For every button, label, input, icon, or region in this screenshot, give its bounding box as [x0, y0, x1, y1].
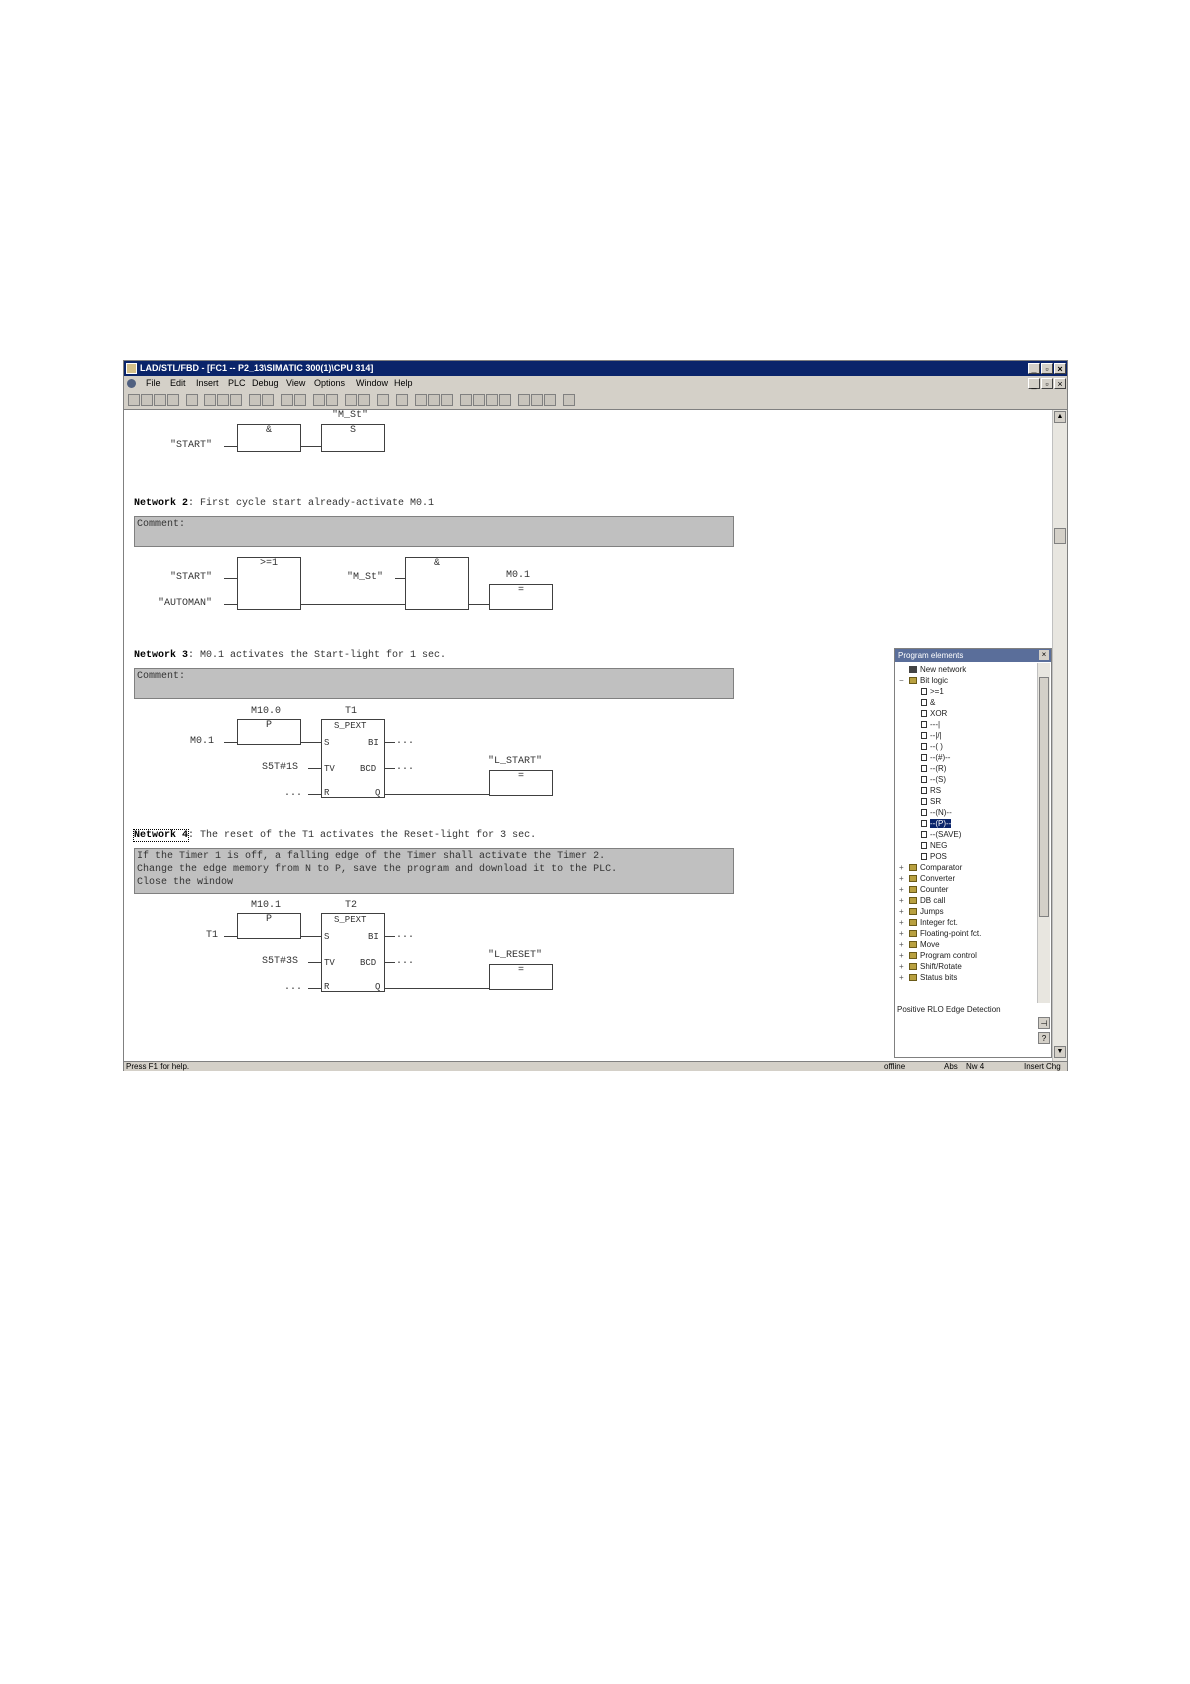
pin-r: R — [324, 788, 330, 798]
folder-icon — [909, 864, 917, 871]
wire — [301, 742, 321, 743]
assign-box[interactable]: = — [489, 964, 553, 990]
zoom-out-icon[interactable] — [358, 394, 370, 406]
net2-out-address: M0.1 — [506, 570, 531, 581]
tree-folder-bit-logic[interactable] — [899, 675, 949, 686]
element-icon — [921, 765, 927, 772]
help-icon[interactable] — [563, 394, 575, 406]
tree-item-bit-logic[interactable] — [921, 840, 947, 851]
menu-file[interactable]: File — [146, 378, 161, 388]
menu-view[interactable]: View — [286, 378, 306, 388]
wire — [308, 794, 321, 795]
wire — [224, 446, 237, 447]
net2-automan-label: "AUTOMAN" — [158, 598, 213, 609]
tree-item-bit-logic-label: --( ) — [930, 742, 943, 751]
tree-folder[interactable] — [899, 939, 940, 950]
net3-r-value: ... — [284, 788, 303, 799]
pin-tv: TV — [324, 764, 335, 774]
menu-debug[interactable]: Debug — [252, 378, 279, 388]
collapse-icon[interactable]: − — [899, 676, 904, 685]
pin-s: S — [324, 738, 330, 748]
pin-s: S — [324, 932, 330, 942]
tree-item-bit-logic-label: RS — [930, 786, 942, 795]
close-button[interactable]: × — [1054, 363, 1066, 374]
scroll-thumb[interactable] — [1054, 528, 1066, 544]
expand-icon[interactable]: + — [899, 885, 904, 894]
connector-icon[interactable] — [544, 394, 556, 406]
editor-scrollbar[interactable] — [1052, 410, 1067, 1061]
tree-folder[interactable] — [899, 961, 962, 972]
net1-mst-label: "M_St" — [332, 410, 369, 421]
tree-item-bit-logic-label: --(#)-- — [930, 753, 951, 762]
contact-no-icon[interactable] — [415, 394, 427, 406]
element-icon — [921, 820, 927, 827]
assign-box[interactable]: = — [489, 584, 553, 610]
tree-folder[interactable] — [899, 873, 956, 884]
plc-icon[interactable] — [294, 394, 306, 406]
net4-r-value: ... — [284, 982, 303, 993]
timer-box[interactable] — [321, 719, 385, 798]
tree-folder-label: Converter — [920, 874, 956, 883]
monitor-icon[interactable] — [281, 394, 293, 406]
expand-icon[interactable]: + — [899, 874, 904, 883]
wire — [301, 446, 321, 447]
wire — [385, 962, 395, 963]
pin-q: Q — [375, 788, 381, 798]
tree-folder-label: Integer fct. — [920, 918, 958, 927]
scroll-up-icon[interactable]: ▲ — [1054, 411, 1066, 423]
network-4-title[interactable]: Network 4: The reset of the T1 activates the Reset-light for 3 sec. — [134, 830, 537, 841]
toolbar — [124, 391, 1067, 410]
tree-item-bit-logic-label: --(P)-- — [930, 819, 952, 828]
document-icon[interactable] — [127, 379, 136, 388]
wire — [385, 936, 395, 937]
tree-folder-label: DB call — [920, 896, 946, 905]
folder-icon — [909, 974, 917, 981]
program-elements-panel — [894, 648, 1052, 1058]
expand-icon[interactable]: + — [899, 907, 904, 916]
net4-tv-value: S5T#3S — [262, 956, 299, 967]
folder-icon — [909, 677, 917, 684]
status-insert: Insert — [1024, 1062, 1045, 1071]
comment-line: Change the edge memory from N to P, save the program and download it to the PLC. — [137, 864, 618, 875]
wire — [224, 578, 237, 579]
network-2-comment[interactable]: Comment: — [134, 516, 734, 547]
net1-start-label: "START" — [170, 440, 213, 451]
print-icon[interactable] — [186, 394, 198, 406]
element-icon — [921, 809, 927, 816]
maximize-button[interactable]: ▫ — [1041, 363, 1053, 374]
element-icon — [921, 732, 927, 739]
expand-icon[interactable]: + — [899, 962, 904, 971]
tree-folder[interactable] — [899, 972, 958, 983]
tree-item-bit-logic-label: XOR — [930, 709, 948, 718]
wire — [301, 604, 405, 605]
tree-item-bit-logic-label: --(S) — [930, 775, 946, 784]
timer-type: S_PEXT — [334, 721, 367, 731]
new-icon[interactable] — [128, 394, 140, 406]
net3-edge-address: M10.0 — [251, 706, 282, 717]
binary-or-icon[interactable] — [531, 394, 543, 406]
status-chg: Chg — [1046, 1062, 1061, 1071]
program-elements-icon[interactable] — [396, 394, 408, 406]
folder-icon — [909, 886, 917, 893]
comment-line: Close the window — [137, 877, 234, 888]
contact-nc-icon[interactable] — [428, 394, 440, 406]
timer-type: S_PEXT — [334, 915, 367, 925]
element-tree[interactable] — [895, 663, 1037, 1003]
save-icon[interactable] — [167, 394, 179, 406]
element-icon — [921, 688, 927, 695]
status-abs: Abs — [944, 1062, 958, 1071]
pin-r: R — [324, 982, 330, 992]
set-box[interactable]: S — [321, 424, 385, 452]
folder-icon — [909, 930, 917, 937]
tree-folder[interactable] — [899, 884, 949, 895]
wire — [469, 604, 489, 605]
wire — [308, 962, 321, 963]
element-icon — [921, 710, 927, 717]
overview-icon[interactable] — [377, 394, 389, 406]
folder-icon — [909, 963, 917, 970]
tree-item-bit-logic[interactable] — [921, 697, 935, 708]
tree-item-bit-logic[interactable] — [921, 708, 947, 719]
tree-folder-label: Comparator — [920, 863, 963, 872]
menu-options[interactable]: Options — [314, 378, 346, 388]
wire — [308, 988, 321, 989]
jump-icon[interactable] — [499, 394, 511, 406]
panel-scrollbar[interactable] — [1037, 663, 1050, 1003]
binary-and-icon[interactable] — [518, 394, 530, 406]
tree-item-bit-logic[interactable] — [921, 686, 944, 697]
copy-icon[interactable] — [217, 394, 229, 406]
wire — [385, 768, 395, 769]
tree-item-bit-logic-label: >=1 — [930, 687, 944, 696]
wire — [301, 936, 321, 937]
tree-folder[interactable] — [899, 906, 944, 917]
tree-folder-label: Shift/Rotate — [920, 962, 962, 971]
network-2-title[interactable]: Network 2: First cycle start already-activate M0.1 — [134, 498, 435, 509]
tree-folder[interactable] — [899, 862, 963, 873]
tree-item-bit-logic-label: --(R) — [930, 764, 947, 773]
element-icon — [921, 798, 927, 805]
open-branch-icon[interactable] — [460, 394, 472, 406]
status-bar — [124, 1061, 1067, 1071]
menu-plc[interactable]: PLC — [228, 378, 246, 388]
edge-box[interactable]: P — [237, 913, 301, 939]
menu-help[interactable]: Help — [394, 378, 413, 388]
tree-item-bit-logic-label: --(SAVE) — [930, 830, 962, 839]
wire — [385, 988, 489, 989]
redo-icon[interactable] — [262, 394, 274, 406]
element-icon — [921, 776, 927, 783]
menu-insert[interactable]: Insert — [196, 378, 219, 388]
tree-item-bit-logic-label: NEG — [930, 841, 948, 850]
tree-item-bit-logic[interactable] — [921, 807, 952, 818]
element-icon — [921, 754, 927, 761]
wire — [395, 578, 405, 579]
and-box[interactable]: & — [405, 557, 469, 610]
tree-folder[interactable] — [899, 917, 958, 928]
tree-folder-label: Program control — [920, 951, 977, 960]
net4-edge-address: M10.1 — [251, 900, 282, 911]
net3-bcd-out: ... — [396, 762, 415, 773]
element-icon — [921, 853, 927, 860]
app-icon[interactable] — [126, 363, 137, 374]
coil-icon[interactable] — [441, 394, 453, 406]
folder-icon — [909, 952, 917, 959]
wire — [224, 604, 237, 605]
pin-tv: TV — [324, 958, 335, 968]
scroll-down-icon[interactable]: ▼ — [1054, 1046, 1066, 1058]
network-3-title[interactable]: Network 3: M0.1 activates the Start-light for 1 sec. — [134, 650, 447, 661]
paste-icon[interactable] — [230, 394, 242, 406]
minimize-button[interactable]: _ — [1028, 363, 1040, 374]
wire — [224, 742, 237, 743]
folder-icon — [909, 941, 917, 948]
open-icon[interactable] — [141, 394, 153, 406]
element-icon — [921, 721, 927, 728]
tree-item-bit-logic[interactable] — [921, 774, 946, 785]
pin-bi: BI — [368, 738, 379, 748]
menu-bar — [124, 376, 1067, 391]
expand-icon[interactable]: + — [899, 929, 904, 938]
help-icon[interactable]: ? — [1038, 1032, 1050, 1044]
tree-new-network[interactable] — [909, 664, 966, 675]
and-box[interactable]: & — [237, 424, 301, 452]
window-title: LAD/STL/FBD - [FC1 -- P2_13\SIMATIC 300(1)\CPU 314] — [140, 363, 374, 373]
status-mode: offline — [884, 1062, 906, 1071]
element-icon — [921, 699, 927, 706]
tree-item-bit-logic[interactable] — [921, 796, 941, 807]
menu-window[interactable]: Window — [356, 378, 389, 388]
expand-icon[interactable]: + — [899, 973, 904, 982]
element-icon — [921, 842, 927, 849]
close-branch-icon[interactable] — [473, 394, 485, 406]
pin-q: Q — [375, 982, 381, 992]
net2-start-label: "START" — [170, 572, 213, 583]
tree-folder[interactable] — [899, 928, 982, 939]
tree-folder-label: Counter — [920, 885, 949, 894]
panel-close-button[interactable]: × — [1039, 650, 1049, 660]
net4-s-input: T1 — [206, 930, 219, 941]
network-3-comment[interactable]: Comment: — [134, 668, 734, 699]
panel-status-text: Positive RLO Edge Detection — [897, 1005, 1001, 1014]
tree-item-bit-logic[interactable] — [921, 818, 951, 829]
assign-box[interactable]: = — [489, 770, 553, 796]
tree-item-bit-logic-label: SR — [930, 797, 942, 806]
tree-item-bit-logic-label: --(N)-- — [930, 808, 952, 817]
status-help: Press F1 for help. — [126, 1062, 190, 1071]
tree-item-bit-logic-label: --|/| — [930, 731, 942, 740]
tree-item-bit-logic[interactable] — [921, 741, 943, 752]
folder-icon — [909, 897, 917, 904]
expand-icon[interactable]: + — [899, 951, 904, 960]
status-network: Nw 4 — [966, 1062, 985, 1071]
folder-icon — [909, 908, 917, 915]
tree-folder[interactable] — [899, 895, 946, 906]
expand-icon[interactable]: + — [899, 940, 904, 949]
timer-box[interactable] — [321, 913, 385, 992]
or-box[interactable]: >=1 — [237, 557, 301, 610]
title-bar — [124, 361, 1067, 376]
tree-folder-label: Jumps — [920, 907, 944, 916]
tree-folder-label: Status bits — [920, 973, 958, 982]
tree-item-bit-logic[interactable] — [921, 752, 950, 763]
pin-bi: BI — [368, 932, 379, 942]
network-4-comment[interactable] — [134, 848, 734, 894]
wire — [308, 768, 321, 769]
panel-title-bar — [895, 649, 1051, 662]
download-icon[interactable] — [154, 394, 166, 406]
tree-folder-label: Floating-point fct. — [920, 929, 982, 938]
editor-area[interactable] — [124, 410, 1052, 1061]
tree-item-bit-logic[interactable] — [921, 719, 940, 730]
cut-icon[interactable] — [204, 394, 216, 406]
tree-item-bit-logic[interactable] — [921, 785, 941, 796]
net3-timer-name: T1 — [345, 706, 358, 717]
pin-bcd: BCD — [360, 958, 377, 968]
lad-editor-window — [123, 360, 1068, 1071]
wire — [224, 936, 237, 937]
net4-coil-label: "L_RESET" — [488, 950, 543, 961]
tree-folder[interactable] — [899, 950, 977, 961]
element-icon — [921, 831, 927, 838]
wire — [385, 742, 395, 743]
expand-icon[interactable]: + — [899, 863, 904, 872]
element-icon — [921, 787, 927, 794]
doc-restore-button[interactable]: ▫ — [1041, 378, 1053, 389]
net3-tv-value: S5T#1S — [262, 762, 299, 773]
net3-bi-out: ... — [396, 736, 415, 747]
wire — [385, 794, 489, 795]
zoom-in-icon[interactable] — [345, 394, 357, 406]
doc-minimize-button[interactable]: _ — [1028, 378, 1040, 389]
tree-item-bit-logic[interactable] — [921, 730, 942, 741]
tree-item-bit-logic-label: ---| — [930, 720, 941, 729]
net4-bi-out: ... — [396, 930, 415, 941]
comment-line: If the Timer 1 is off, a falling edge of the Timer shall activate the Timer 2. — [137, 851, 606, 862]
new-network-icon — [909, 666, 917, 673]
branch-icon[interactable] — [326, 394, 338, 406]
net4-timer-name: T2 — [345, 900, 358, 911]
tree-item-bit-logic-label: & — [930, 698, 936, 707]
net2-mst-label: "M_St" — [347, 572, 384, 583]
tree-item-bit-logic[interactable] — [921, 851, 947, 862]
panel-scroll-thumb[interactable] — [1039, 677, 1049, 917]
box-icon[interactable] — [486, 394, 498, 406]
expand-icon[interactable]: + — [899, 896, 904, 905]
folder-icon — [909, 919, 917, 926]
tree-item-bit-logic-label: POS — [930, 852, 947, 861]
undo-icon[interactable] — [249, 394, 261, 406]
doc-close-button[interactable]: × — [1054, 378, 1066, 389]
folder-icon — [909, 875, 917, 882]
pin-bcd: BCD — [360, 764, 377, 774]
net4-bcd-out: ... — [396, 956, 415, 967]
tree-item-bit-logic[interactable] — [921, 763, 946, 774]
net3-s-input: M0.1 — [190, 736, 215, 747]
tree-new-network-label: New network — [920, 665, 967, 674]
panel-title: Program elements — [898, 651, 964, 660]
tree-item-bit-logic[interactable] — [921, 829, 961, 840]
new-network-icon[interactable] — [313, 394, 325, 406]
edge-box[interactable]: P — [237, 719, 301, 745]
element-icon — [921, 743, 927, 750]
pin-icon[interactable]: ⊣ — [1038, 1017, 1050, 1029]
net3-coil-label: "L_START" — [488, 756, 543, 767]
menu-edit[interactable]: Edit — [170, 378, 186, 388]
tree-folder-label: Move — [920, 940, 940, 949]
tree-folder-bit-logic-label: Bit logic — [920, 676, 949, 685]
expand-icon[interactable]: + — [899, 918, 904, 927]
